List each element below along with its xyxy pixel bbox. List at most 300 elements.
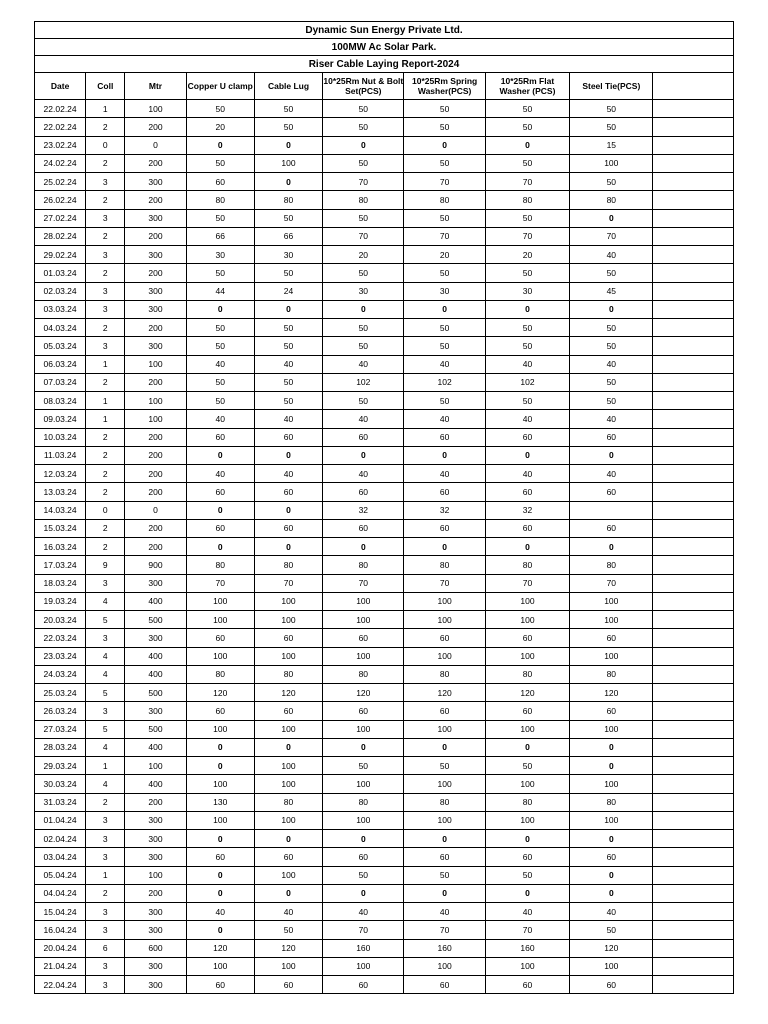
cell-mtr: 200 <box>125 118 186 136</box>
cell-nut-bolt-set: 0 <box>323 830 404 848</box>
cell-mtr: 300 <box>125 337 186 355</box>
cell-cable-lug: 120 <box>254 939 322 957</box>
cell-copper-u-clamp: 50 <box>186 100 254 118</box>
cell-blank <box>653 392 734 410</box>
cell-mtr: 300 <box>125 830 186 848</box>
cell-flat-washer: 0 <box>485 300 569 318</box>
cell-steel-tie: 100 <box>570 647 653 665</box>
cell-cable-lug: 0 <box>254 738 322 756</box>
cell-nut-bolt-set: 100 <box>323 611 404 629</box>
cell-date: 02.03.24 <box>35 282 86 300</box>
cell-copper-u-clamp: 70 <box>186 574 254 592</box>
cell-blank <box>653 556 734 574</box>
cell-spring-washer: 0 <box>404 884 485 902</box>
cell-cable-lug: 60 <box>254 483 322 501</box>
cell-spring-washer: 50 <box>404 100 485 118</box>
cell-copper-u-clamp: 60 <box>186 519 254 537</box>
column-header-flat-washer: 10*25Rm Flat Washer (PCS) <box>485 73 569 100</box>
cell-steel-tie: 100 <box>570 720 653 738</box>
cell-spring-washer: 0 <box>404 136 485 154</box>
cell-cable-lug: 100 <box>254 647 322 665</box>
column-header-cable-lug: Cable Lug <box>254 73 322 100</box>
cell-steel-tie <box>570 501 653 519</box>
cell-mtr: 300 <box>125 629 186 647</box>
table-row <box>35 118 734 136</box>
cell-date: 29.03.24 <box>35 757 86 775</box>
cell-flat-washer: 70 <box>485 921 569 939</box>
cell-spring-washer: 120 <box>404 684 485 702</box>
cell-flat-washer: 70 <box>485 574 569 592</box>
cell-copper-u-clamp: 20 <box>186 118 254 136</box>
cell-coll: 3 <box>86 830 125 848</box>
cell-coll: 2 <box>86 884 125 902</box>
cell-spring-washer: 50 <box>404 154 485 172</box>
cell-mtr: 400 <box>125 738 186 756</box>
cell-copper-u-clamp: 50 <box>186 209 254 227</box>
cell-blank <box>653 264 734 282</box>
table-row <box>35 611 734 629</box>
cell-copper-u-clamp: 60 <box>186 428 254 446</box>
cell-blank <box>653 319 734 337</box>
cell-nut-bolt-set: 80 <box>323 665 404 683</box>
cell-nut-bolt-set: 40 <box>323 465 404 483</box>
cell-blank <box>653 793 734 811</box>
cell-date: 20.04.24 <box>35 939 86 957</box>
table-row <box>35 209 734 227</box>
cell-spring-washer: 50 <box>404 264 485 282</box>
cell-coll: 2 <box>86 519 125 537</box>
cell-flat-washer: 0 <box>485 446 569 464</box>
table-row <box>35 556 734 574</box>
cell-steel-tie: 40 <box>570 903 653 921</box>
cell-copper-u-clamp: 50 <box>186 264 254 282</box>
cell-cable-lug: 70 <box>254 574 322 592</box>
cell-blank <box>653 811 734 829</box>
cell-mtr: 200 <box>125 319 186 337</box>
cell-nut-bolt-set: 50 <box>323 337 404 355</box>
cell-flat-washer: 160 <box>485 939 569 957</box>
cell-cable-lug: 50 <box>254 209 322 227</box>
cell-blank <box>653 519 734 537</box>
cell-steel-tie: 50 <box>570 118 653 136</box>
cell-blank <box>653 611 734 629</box>
cell-blank <box>653 465 734 483</box>
cell-flat-washer: 60 <box>485 702 569 720</box>
table-row <box>35 738 734 756</box>
cell-blank <box>653 848 734 866</box>
cell-spring-washer: 50 <box>404 319 485 337</box>
cell-nut-bolt-set: 100 <box>323 811 404 829</box>
table-row <box>35 665 734 683</box>
cell-flat-washer: 80 <box>485 793 569 811</box>
cell-spring-washer: 100 <box>404 775 485 793</box>
cell-flat-washer: 60 <box>485 848 569 866</box>
cell-date: 20.03.24 <box>35 611 86 629</box>
cell-cable-lug: 66 <box>254 227 322 245</box>
cell-nut-bolt-set: 40 <box>323 903 404 921</box>
cell-mtr: 200 <box>125 191 186 209</box>
cell-coll: 2 <box>86 319 125 337</box>
cell-spring-washer: 30 <box>404 282 485 300</box>
cell-copper-u-clamp: 60 <box>186 976 254 994</box>
cell-blank <box>653 665 734 683</box>
cell-copper-u-clamp: 60 <box>186 629 254 647</box>
cell-copper-u-clamp: 100 <box>186 775 254 793</box>
cell-nut-bolt-set: 100 <box>323 957 404 975</box>
cell-cable-lug: 60 <box>254 519 322 537</box>
cell-blank <box>653 720 734 738</box>
cell-blank <box>653 684 734 702</box>
cell-steel-tie: 0 <box>570 538 653 556</box>
cell-spring-washer: 70 <box>404 227 485 245</box>
cell-coll: 3 <box>86 629 125 647</box>
cell-date: 11.03.24 <box>35 446 86 464</box>
project-title: 100MW Ac Solar Park. <box>35 39 734 56</box>
cell-mtr: 200 <box>125 373 186 391</box>
cell-nut-bolt-set: 60 <box>323 702 404 720</box>
cell-copper-u-clamp: 100 <box>186 647 254 665</box>
cell-flat-washer: 70 <box>485 227 569 245</box>
cell-coll: 0 <box>86 136 125 154</box>
cell-copper-u-clamp: 0 <box>186 538 254 556</box>
cell-cable-lug: 60 <box>254 428 322 446</box>
cell-flat-washer: 100 <box>485 592 569 610</box>
table-row <box>35 702 734 720</box>
cell-copper-u-clamp: 120 <box>186 684 254 702</box>
cell-flat-washer: 60 <box>485 629 569 647</box>
cell-copper-u-clamp: 0 <box>186 830 254 848</box>
cell-mtr: 100 <box>125 866 186 884</box>
cell-flat-washer: 50 <box>485 154 569 172</box>
cell-date: 22.03.24 <box>35 629 86 647</box>
cell-date: 03.03.24 <box>35 300 86 318</box>
cell-date: 06.03.24 <box>35 355 86 373</box>
cell-mtr: 300 <box>125 300 186 318</box>
cell-steel-tie: 40 <box>570 465 653 483</box>
cell-cable-lug: 60 <box>254 629 322 647</box>
cell-copper-u-clamp: 66 <box>186 227 254 245</box>
cell-copper-u-clamp: 44 <box>186 282 254 300</box>
cell-copper-u-clamp: 100 <box>186 611 254 629</box>
company-title: Dynamic Sun Energy Private Ltd. <box>35 22 734 39</box>
cell-flat-washer: 0 <box>485 538 569 556</box>
cell-steel-tie: 50 <box>570 373 653 391</box>
cell-cable-lug: 80 <box>254 793 322 811</box>
column-header-spring-washer: 10*25Rm Spring Washer(PCS) <box>404 73 485 100</box>
cell-steel-tie: 100 <box>570 811 653 829</box>
cell-blank <box>653 702 734 720</box>
cell-cable-lug: 40 <box>254 410 322 428</box>
cell-date: 04.03.24 <box>35 319 86 337</box>
cell-date: 30.03.24 <box>35 775 86 793</box>
cell-cable-lug: 100 <box>254 757 322 775</box>
cell-coll: 2 <box>86 227 125 245</box>
cell-cable-lug: 0 <box>254 136 322 154</box>
cell-nut-bolt-set: 50 <box>323 264 404 282</box>
cell-nut-bolt-set: 100 <box>323 720 404 738</box>
table-row <box>35 300 734 318</box>
cell-cable-lug: 0 <box>254 884 322 902</box>
column-header-date: Date <box>35 73 86 100</box>
cell-mtr: 300 <box>125 903 186 921</box>
cell-coll: 1 <box>86 866 125 884</box>
cell-mtr: 200 <box>125 428 186 446</box>
cell-copper-u-clamp: 100 <box>186 720 254 738</box>
cell-flat-washer: 50 <box>485 264 569 282</box>
cell-flat-washer: 80 <box>485 191 569 209</box>
cell-nut-bolt-set: 60 <box>323 483 404 501</box>
cell-nut-bolt-set: 70 <box>323 173 404 191</box>
cell-blank <box>653 830 734 848</box>
table-row <box>35 355 734 373</box>
cell-steel-tie: 60 <box>570 629 653 647</box>
cell-mtr: 100 <box>125 355 186 373</box>
cell-coll: 3 <box>86 300 125 318</box>
cell-flat-washer: 50 <box>485 392 569 410</box>
cell-spring-washer: 40 <box>404 355 485 373</box>
cell-nut-bolt-set: 0 <box>323 538 404 556</box>
cell-coll: 3 <box>86 246 125 264</box>
cell-date: 10.03.24 <box>35 428 86 446</box>
table-body <box>35 100 734 994</box>
cell-nut-bolt-set: 40 <box>323 355 404 373</box>
cell-cable-lug: 50 <box>254 319 322 337</box>
table-row <box>35 100 734 118</box>
cell-copper-u-clamp: 40 <box>186 355 254 373</box>
cell-mtr: 200 <box>125 884 186 902</box>
cell-coll: 3 <box>86 921 125 939</box>
cell-blank <box>653 154 734 172</box>
cell-spring-washer: 60 <box>404 702 485 720</box>
cell-coll: 2 <box>86 538 125 556</box>
cell-mtr: 300 <box>125 574 186 592</box>
cell-mtr: 200 <box>125 483 186 501</box>
cell-date: 25.02.24 <box>35 173 86 191</box>
cell-date: 16.03.24 <box>35 538 86 556</box>
table-row <box>35 793 734 811</box>
cell-date: 28.02.24 <box>35 227 86 245</box>
cell-flat-washer: 102 <box>485 373 569 391</box>
cell-copper-u-clamp: 50 <box>186 319 254 337</box>
cell-spring-washer: 50 <box>404 209 485 227</box>
cell-mtr: 0 <box>125 136 186 154</box>
cell-date: 27.02.24 <box>35 209 86 227</box>
cell-date: 21.04.24 <box>35 957 86 975</box>
table-row <box>35 957 734 975</box>
cell-mtr: 100 <box>125 410 186 428</box>
cell-spring-washer: 160 <box>404 939 485 957</box>
cell-steel-tie: 0 <box>570 884 653 902</box>
cell-date: 22.02.24 <box>35 100 86 118</box>
column-header-copper-u-clamp: Copper U clamp <box>186 73 254 100</box>
cell-flat-washer: 60 <box>485 483 569 501</box>
cell-nut-bolt-set: 100 <box>323 775 404 793</box>
table-row <box>35 191 734 209</box>
cell-mtr: 300 <box>125 848 186 866</box>
cell-mtr: 300 <box>125 811 186 829</box>
cell-date: 22.04.24 <box>35 976 86 994</box>
cell-date: 17.03.24 <box>35 556 86 574</box>
cell-copper-u-clamp: 50 <box>186 373 254 391</box>
cell-steel-tie: 0 <box>570 446 653 464</box>
cell-nut-bolt-set: 32 <box>323 501 404 519</box>
table-row <box>35 227 734 245</box>
cell-blank <box>653 300 734 318</box>
cell-cable-lug: 100 <box>254 866 322 884</box>
cell-steel-tie: 50 <box>570 921 653 939</box>
table-row <box>35 684 734 702</box>
cell-coll: 3 <box>86 702 125 720</box>
table-row <box>35 264 734 282</box>
cell-flat-washer: 100 <box>485 720 569 738</box>
cell-cable-lug: 50 <box>254 921 322 939</box>
cell-blank <box>653 355 734 373</box>
cell-mtr: 200 <box>125 465 186 483</box>
cell-spring-washer: 0 <box>404 738 485 756</box>
cell-coll: 3 <box>86 976 125 994</box>
column-header-coll: Coll <box>86 73 125 100</box>
cell-mtr: 300 <box>125 246 186 264</box>
cell-blank <box>653 775 734 793</box>
cell-date: 09.03.24 <box>35 410 86 428</box>
cell-steel-tie: 0 <box>570 757 653 775</box>
cell-copper-u-clamp: 120 <box>186 939 254 957</box>
cell-flat-washer: 40 <box>485 465 569 483</box>
cell-nut-bolt-set: 102 <box>323 373 404 391</box>
cell-nut-bolt-set: 50 <box>323 100 404 118</box>
cell-copper-u-clamp: 40 <box>186 465 254 483</box>
cell-nut-bolt-set: 30 <box>323 282 404 300</box>
cell-flat-washer: 100 <box>485 775 569 793</box>
cell-spring-washer: 100 <box>404 611 485 629</box>
cell-mtr: 300 <box>125 702 186 720</box>
cell-coll: 5 <box>86 611 125 629</box>
cell-nut-bolt-set: 100 <box>323 592 404 610</box>
cell-copper-u-clamp: 40 <box>186 410 254 428</box>
column-header-row <box>35 73 734 100</box>
cell-coll: 3 <box>86 173 125 191</box>
cell-flat-washer: 50 <box>485 337 569 355</box>
table-row <box>35 757 734 775</box>
cell-mtr: 300 <box>125 282 186 300</box>
cell-blank <box>653 957 734 975</box>
cell-nut-bolt-set: 60 <box>323 629 404 647</box>
cell-coll: 4 <box>86 647 125 665</box>
cell-cable-lug: 0 <box>254 300 322 318</box>
cell-coll: 1 <box>86 757 125 775</box>
cell-coll: 1 <box>86 410 125 428</box>
cell-blank <box>653 574 734 592</box>
cell-flat-washer: 70 <box>485 173 569 191</box>
cell-date: 26.02.24 <box>35 191 86 209</box>
table-row <box>35 848 734 866</box>
cell-blank <box>653 246 734 264</box>
cell-nut-bolt-set: 50 <box>323 866 404 884</box>
cell-steel-tie: 60 <box>570 702 653 720</box>
cell-steel-tie: 100 <box>570 611 653 629</box>
table-row <box>35 830 734 848</box>
cell-flat-washer: 40 <box>485 355 569 373</box>
table-row <box>35 939 734 957</box>
cell-cable-lug: 100 <box>254 811 322 829</box>
cell-date: 24.02.24 <box>35 154 86 172</box>
cell-flat-washer: 50 <box>485 319 569 337</box>
cell-blank <box>653 173 734 191</box>
table-row <box>35 538 734 556</box>
cell-blank <box>653 903 734 921</box>
cell-flat-washer: 0 <box>485 830 569 848</box>
cell-blank <box>653 538 734 556</box>
column-header-mtr: Mtr <box>125 73 186 100</box>
table-row <box>35 921 734 939</box>
cell-mtr: 300 <box>125 173 186 191</box>
cell-mtr: 300 <box>125 209 186 227</box>
cell-flat-washer: 50 <box>485 100 569 118</box>
cell-copper-u-clamp: 0 <box>186 300 254 318</box>
cell-copper-u-clamp: 0 <box>186 866 254 884</box>
cell-date: 28.03.24 <box>35 738 86 756</box>
cell-spring-washer: 100 <box>404 957 485 975</box>
cell-date: 07.03.24 <box>35 373 86 391</box>
cell-steel-tie: 50 <box>570 173 653 191</box>
cell-spring-washer: 50 <box>404 866 485 884</box>
cell-date: 26.03.24 <box>35 702 86 720</box>
cell-coll: 2 <box>86 154 125 172</box>
cell-mtr: 100 <box>125 100 186 118</box>
cell-coll: 3 <box>86 337 125 355</box>
cell-coll: 4 <box>86 665 125 683</box>
cell-copper-u-clamp: 0 <box>186 136 254 154</box>
cell-mtr: 500 <box>125 720 186 738</box>
cell-date: 01.03.24 <box>35 264 86 282</box>
cell-spring-washer: 60 <box>404 848 485 866</box>
cell-copper-u-clamp: 60 <box>186 702 254 720</box>
cell-coll: 3 <box>86 903 125 921</box>
cell-cable-lug: 50 <box>254 373 322 391</box>
table-row <box>35 410 734 428</box>
table-row <box>35 392 734 410</box>
cell-mtr: 200 <box>125 538 186 556</box>
cell-nut-bolt-set: 60 <box>323 976 404 994</box>
cell-steel-tie: 100 <box>570 592 653 610</box>
cell-blank <box>653 866 734 884</box>
cell-nut-bolt-set: 80 <box>323 191 404 209</box>
cell-nut-bolt-set: 70 <box>323 921 404 939</box>
cell-mtr: 400 <box>125 665 186 683</box>
cell-flat-washer: 0 <box>485 884 569 902</box>
cell-date: 08.03.24 <box>35 392 86 410</box>
cell-flat-washer: 100 <box>485 811 569 829</box>
cell-coll: 5 <box>86 684 125 702</box>
cell-spring-washer: 70 <box>404 173 485 191</box>
table-row <box>35 574 734 592</box>
cell-flat-washer: 20 <box>485 246 569 264</box>
cell-coll: 1 <box>86 355 125 373</box>
table-row <box>35 501 734 519</box>
cell-spring-washer: 70 <box>404 921 485 939</box>
cell-coll: 4 <box>86 738 125 756</box>
cell-coll: 1 <box>86 392 125 410</box>
cell-blank <box>653 282 734 300</box>
cell-flat-washer: 50 <box>485 118 569 136</box>
cell-spring-washer: 60 <box>404 428 485 446</box>
cell-flat-washer: 100 <box>485 647 569 665</box>
table-row <box>35 246 734 264</box>
cell-date: 29.02.24 <box>35 246 86 264</box>
cell-flat-washer: 50 <box>485 866 569 884</box>
cell-cable-lug: 50 <box>254 392 322 410</box>
cell-coll: 2 <box>86 793 125 811</box>
